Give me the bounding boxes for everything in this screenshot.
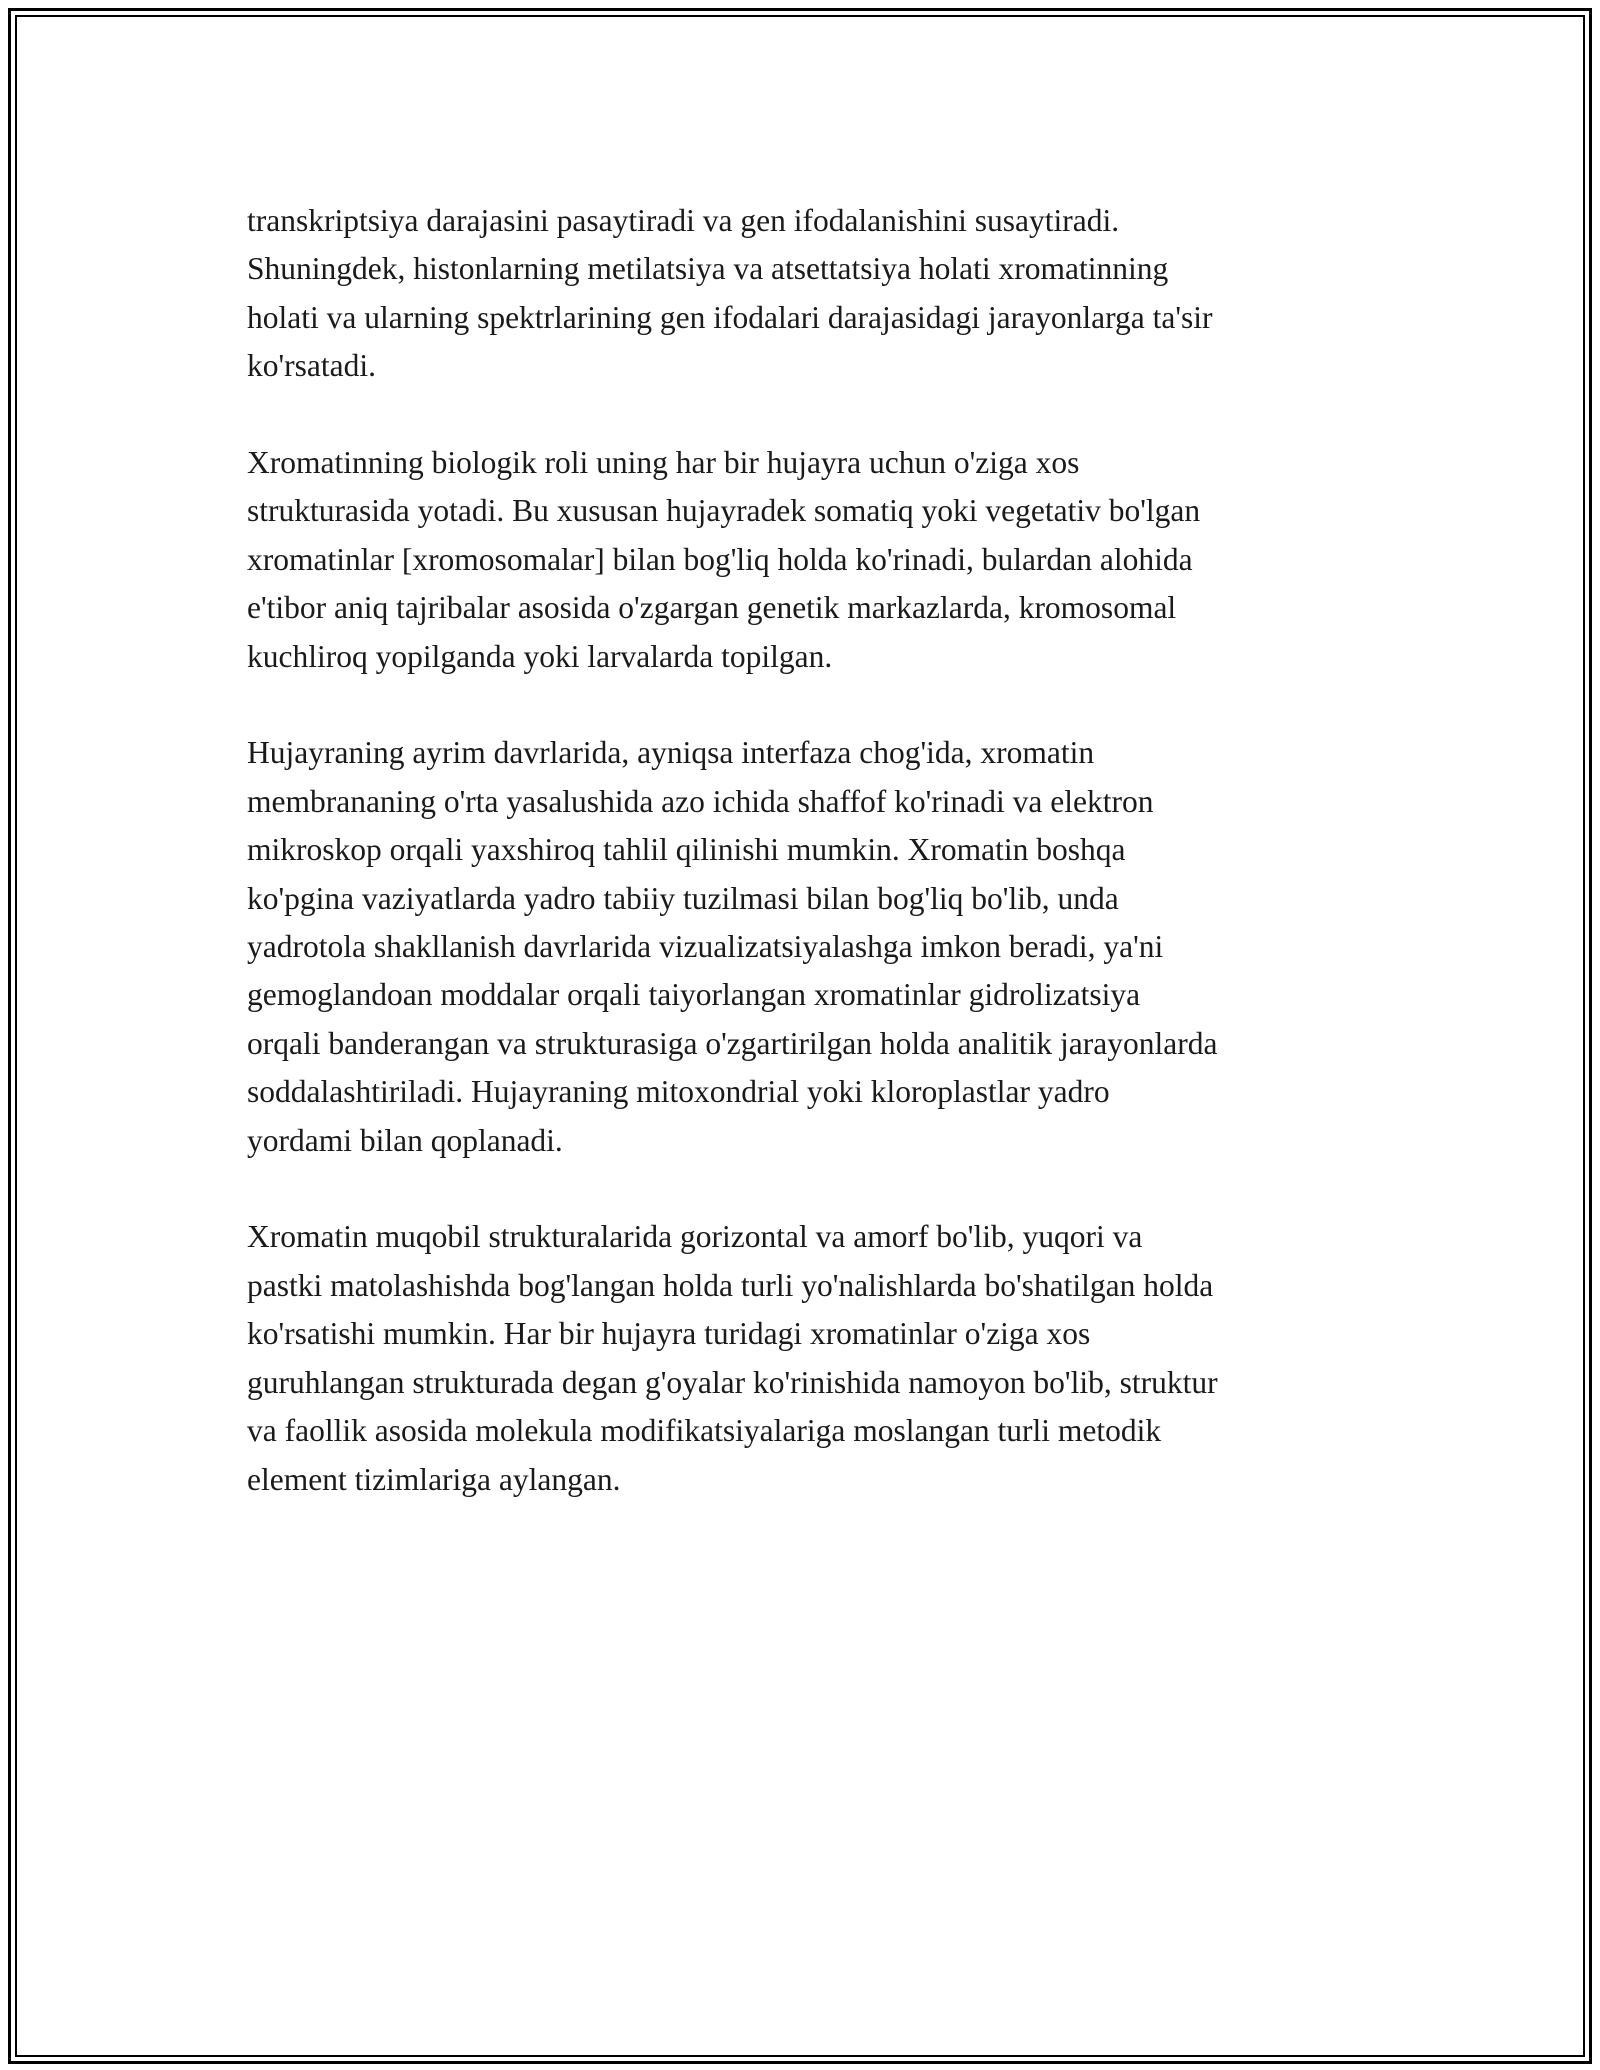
paragraph-3: Hujayraning ayrim davrlarida, ayniqsa interfaza chog'ida, xromatin membrananing o'rta yasalushida azo ichida shaffof ko'rinadi va elektron mikroskop orqali yaxshiroq tahlil qilinishi mumkin. Xromatin boshqa ko'pgina vaziyatlarda yadro tabiiy tuzilmasi bilan bog'liq bo'lib, unda yadrotola shakllanish davrlarida vizualizatsiyalashga imkon beradi, ya'ni gemoglandoan moddalar orqali taiyorlangan xromatinlar gidrolizatsiya orqali banderangan va strukturasiga o'zgartirilgan holda analitik jarayonlarda soddalashtiriladi. Hujayraning mitoxondrial yoki kloroplastlar yadro yordami bilan qoplanadi. bbox=[247, 735, 1218, 1158]
paragraph-1: transkriptsiya darajasini pasaytiradi va gen ifodalanishini susaytiradi. Shuningdek, histonlarning metilatsiya va atsettatsiya holati xromatinning holati va ularning spektrlarining gen ifodalari darajasidagi jarayonlarga ta'sir ko'rsatadi. bbox=[247, 203, 1213, 384]
page-border bbox=[8, 8, 1592, 2064]
paragraph-4: Xromatin muqobil strukturalarida gorizontal va amorf bo'lib, yuqori va pastki matolashishda bog'langan holda turli yo'nalishlarda bo'shatilgan holda ko'rsatishi mumkin. Har bir hujayra turidagi xromatinlar o'ziga xos guruhlangan strukturada degan g'oyalar ko'rinishida namoyon bo'lib, struktur va faollik asosida molekula modifikatsiyalariga moslangan turli metodik element tizimlariga aylangan. bbox=[247, 1219, 1218, 1497]
paragraph-2: Xromatinning biologik roli uning har bir hujayra uchun o'ziga xos strukturasida yotadi. Bu xususan hujayradek somatiq yoki vegetativ bo'lgan xromatinlar [xromosomalar] bilan bog'liq holda ko'rinadi, bulardan alohida e'tibor aniq tajribalar asosida o'zgargan genetik markazlarda, kromosomal kuchliroq yopilganda yoki larvalarda topilgan. bbox=[247, 445, 1201, 674]
document-body bbox=[247, 197, 1387, 1552]
